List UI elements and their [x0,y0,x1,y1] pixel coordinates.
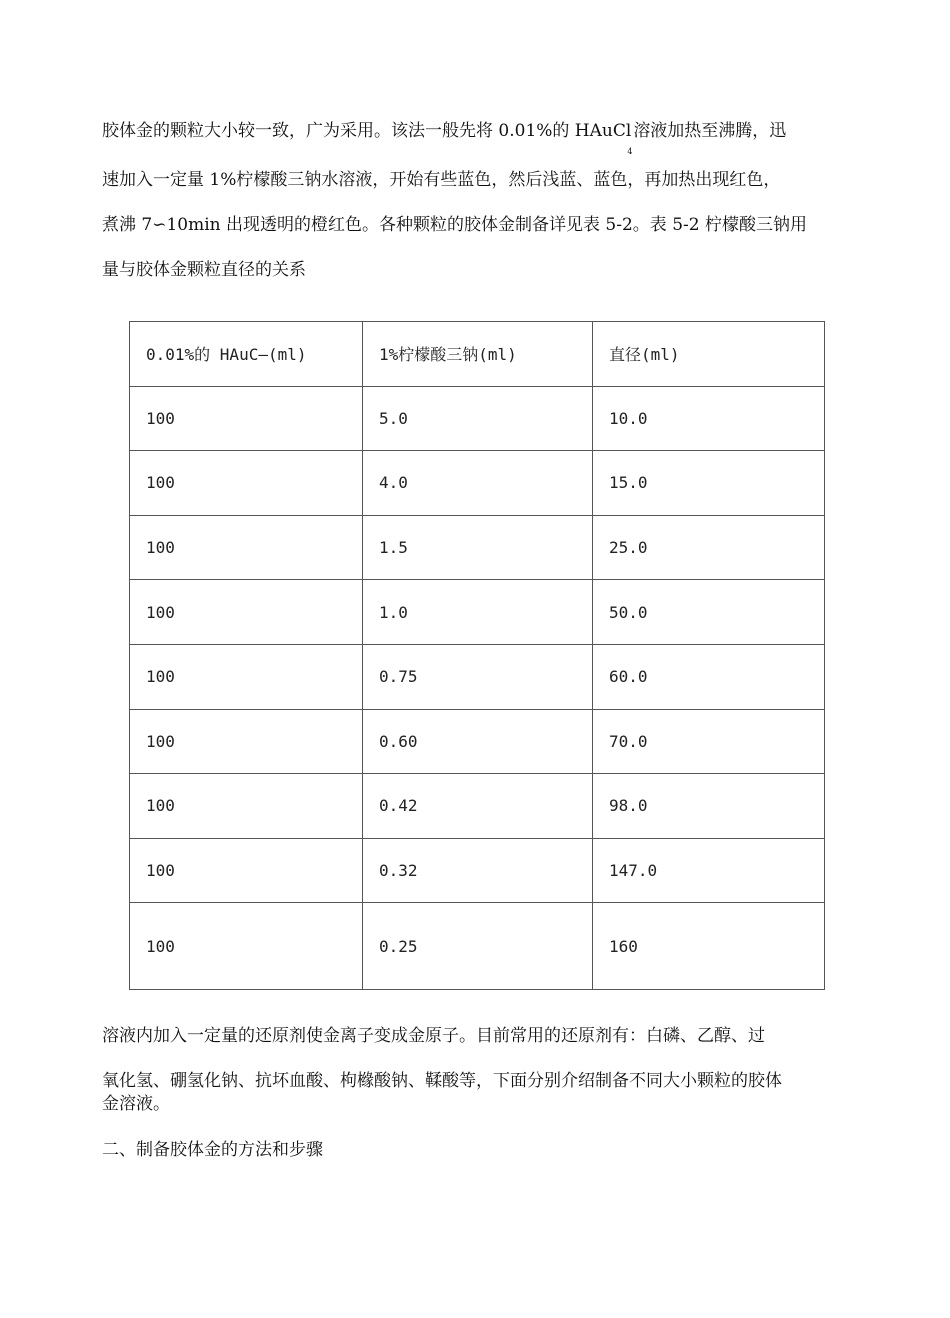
table-cell: 0.60 [363,709,593,774]
table-cell: 100 [130,386,363,451]
paragraph-line: 煮沸 7∽10min 出现透明的橙红色。各种颗粒的胶体金制备详见表 5-2。表 5-2 柠檬酸三钠用 [102,215,807,235]
table-row [130,515,825,580]
table-cell: 1.5 [363,515,593,580]
table-row [130,903,825,990]
table-cell: 160 [593,903,825,990]
text-run: 溶液加热至沸腾，迅 [633,121,787,141]
paragraph-line: 量与胶体金颗粒直径的关系 [102,260,306,280]
column-header: 1%柠檬酸三钠(ml) [363,322,593,387]
table-row [130,644,825,709]
table-row [130,774,825,839]
table-header-row [130,322,825,387]
table-cell: 147.0 [593,838,825,903]
column-header: 0.01%的 HAuC—(ml) [130,322,363,387]
table-cell: 50.0 [593,580,825,645]
column-header: 直径(ml) [593,322,825,387]
table-cell: 100 [130,644,363,709]
table-cell: 100 [130,774,363,839]
table-cell: 0.25 [363,903,593,990]
table-cell: 0.32 [363,838,593,903]
table-cell: 70.0 [593,709,825,774]
data-table [129,321,825,990]
table-cell: 98.0 [593,774,825,839]
table-cell: 60.0 [593,644,825,709]
text-run: 胶体金的颗粒大小较一致，广为采用。该法一般先将 0.01%的 HAuCl [102,121,632,141]
paragraph-line [102,121,862,156]
table-cell: 25.0 [593,515,825,580]
paragraph-line: 氧化氢、硼氢化钠、抗坏血酸、枸橼酸钠、鞣酸等，下面分别介绍制备不同大小颗粒的胶体 [102,1071,782,1091]
table-cell: 5.0 [363,386,593,451]
table-cell: 0.75 [363,644,593,709]
table-cell: 100 [130,580,363,645]
table-cell: 100 [130,515,363,580]
paragraph-line: 金溶液。 [102,1094,170,1114]
table-row [130,580,825,645]
table-row [130,709,825,774]
table-cell: 10.0 [593,386,825,451]
table-cell: 100 [130,451,363,516]
table-row [130,838,825,903]
table-cell: 0.42 [363,774,593,839]
table-cell: 4.0 [363,451,593,516]
table-cell: 100 [130,838,363,903]
table-cell: 100 [130,709,363,774]
table-cell: 15.0 [593,451,825,516]
table-row [130,451,825,516]
section-heading: 二、制备胶体金的方法和步骤 [102,1140,323,1160]
table-cell: 1.0 [363,580,593,645]
paragraph-line: 速加入一定量 1%柠檬酸三钠水溶液，开始有些蓝色，然后浅蓝、蓝色，再加热出现红色， [102,170,781,190]
paragraph-line: 溶液内加入一定量的还原剂使金离子变成金原子。目前常用的还原剂有：白磷、乙醇、过 [102,1026,765,1046]
table-cell: 100 [130,903,363,990]
subscript: 4 [627,147,633,156]
table-row [130,386,825,451]
